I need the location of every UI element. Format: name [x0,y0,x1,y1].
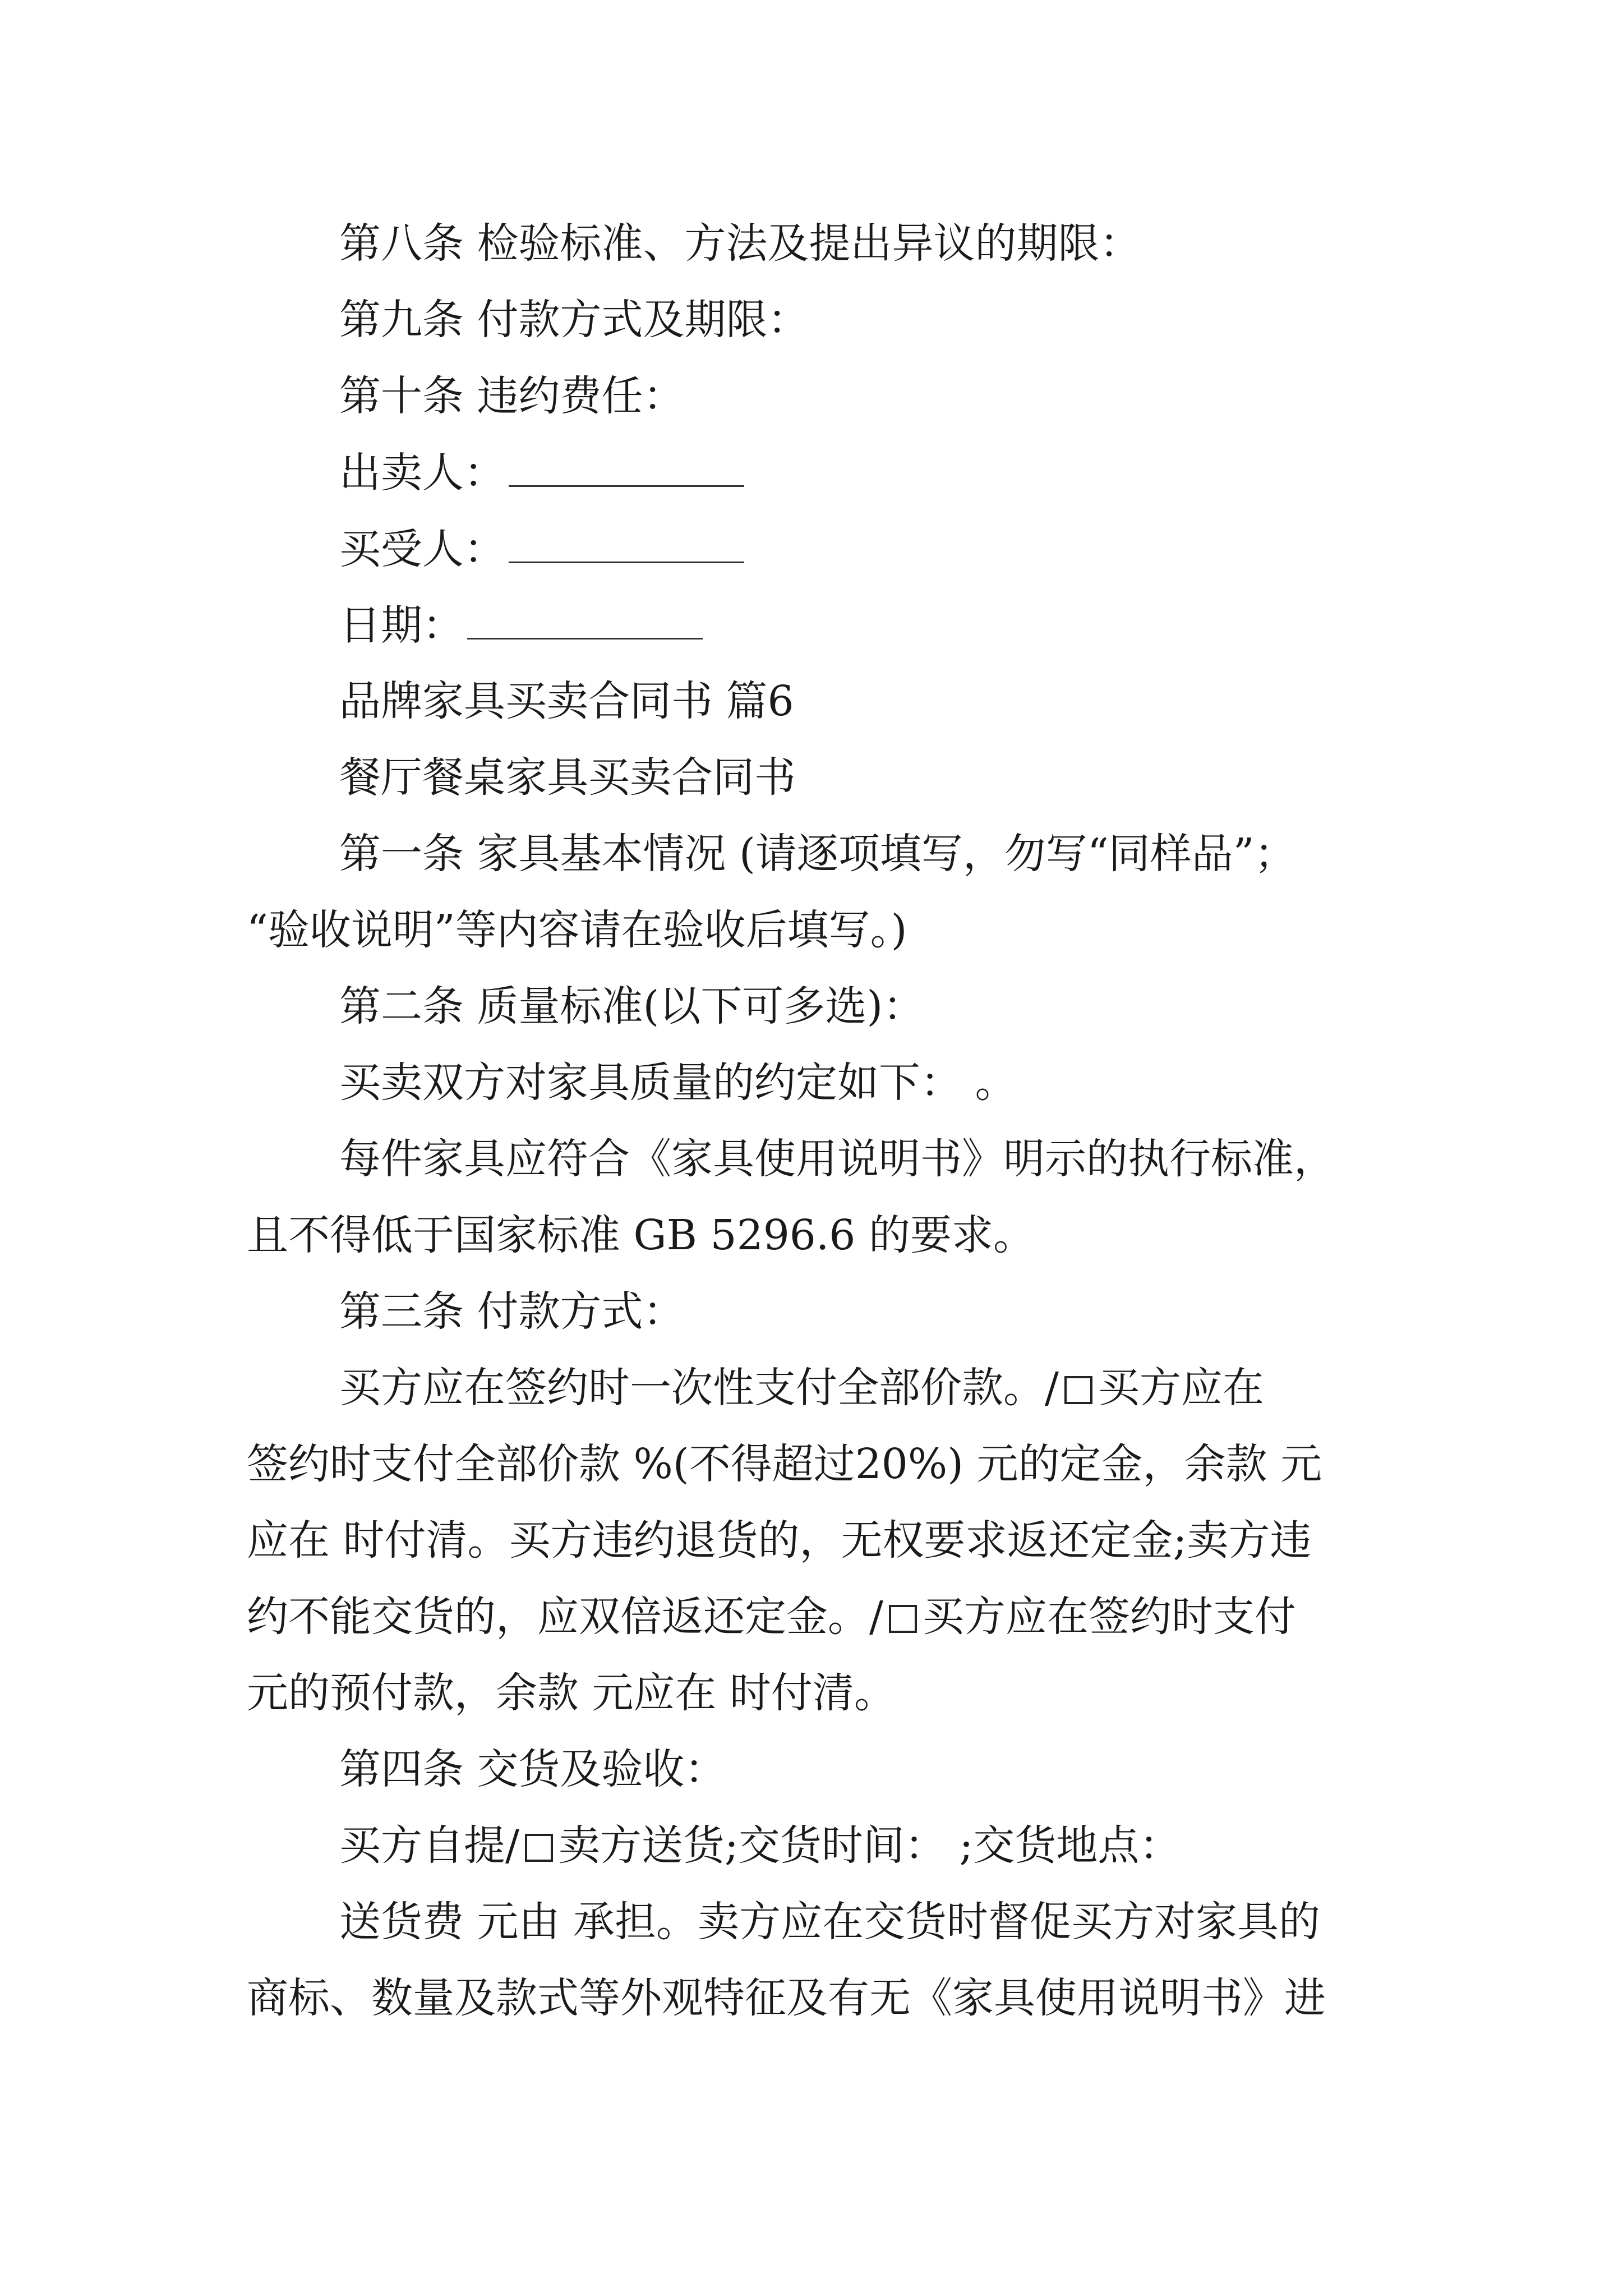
seller-line [339,449,1623,497]
payment-line-1 [339,1364,1623,1412]
clause-10-line: 第十条 违约费任： [339,372,685,420]
payment-option-text-4: 买方应在签约时支付 [922,1593,1296,1641]
seller-signature-blank [509,452,744,487]
payment-option-text-1: 买方应在签约时一次性支付全部价款。/ [339,1364,1059,1412]
delivery-line [339,1821,1623,1870]
delivery-fee-line: 送货费 元由 承担。卖方应在交货时督促买方对家具的 [339,1898,1321,1946]
payment-line-2: 签约时支付全部价款 %(不得超过20%) 元的定金，余款 元 [247,1440,1322,1488]
quality-standard-line-2: 且不得低于国家标准 GB 5296.6 的要求。 [247,1211,1035,1259]
buyer-label: 买受人： [339,525,505,573]
clause-1-line-2: “验收说明”等内容请在验收后填写。) [247,906,907,954]
inspection-line: 商标、数量及款式等外观特征及有无《家具使用说明书》进 [247,1974,1326,2022]
seller-label: 出卖人： [339,449,505,497]
clause-9-line: 第九条 付款方式及期限： [339,296,809,344]
clause-8-line: 第八条 检验标准、方法及提出异议的期限： [339,219,1141,268]
payment-line-4 [247,1593,1387,1641]
payment-option-text-3: 约不能交货的，应双倍返还定金。/ [247,1593,883,1641]
clause-4-line: 第四条 交货及验收： [339,1745,726,1793]
payment-option-text-2: 买方应在 [1098,1364,1264,1412]
quality-agreement-line: 买卖双方对家具质量的约定如下： 。 [339,1059,1017,1107]
payment-line-3: 应在 时付清。买方违约退货的，无权要求返还定金;卖方违 [247,1516,1312,1565]
delivery-text-2: 卖方送货;交货时间： ;交货地点： [558,1821,1181,1870]
prepayment-option-checkbox[interactable] [889,1605,917,1633]
date-blank [467,604,703,639]
clause-3-line: 第三条 付款方式： [339,1287,685,1336]
seller-delivery-checkbox[interactable] [525,1834,553,1862]
buyer-line [339,525,1623,573]
delivery-text-1: 买方自提/ [339,1821,519,1870]
clause-2-line: 第二条 质量标准(以下可多选)： [339,982,925,1030]
quality-standard-line-1: 每件家具应符合《家具使用说明书》明示的执行标准， [339,1135,1335,1183]
buyer-signature-blank [509,528,744,563]
section-title: 品牌家具买卖合同书 篇6 [339,677,794,725]
payment-line-5: 元的预付款，余款 元应在 时付清。 [247,1669,896,1717]
date-label: 日期： [339,601,464,650]
clause-1-line-1: 第一条 家具基本情况 (请逐项填写，勿写“同样品”； [339,830,1296,878]
deposit-option-checkbox[interactable] [1064,1376,1092,1404]
contract-title: 餐厅餐桌家具买卖合同书 [339,753,796,802]
date-line [339,601,1623,650]
